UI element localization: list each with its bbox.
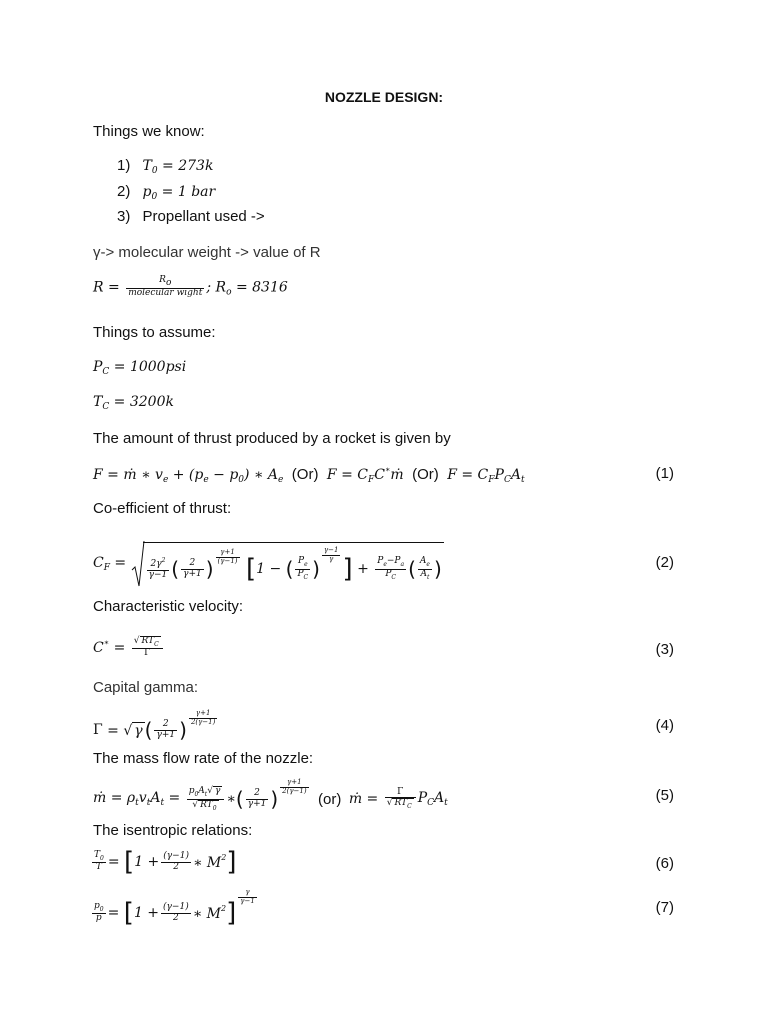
- cstar-heading: Characteristic velocity:: [93, 598, 244, 615]
- mdot-heading: The mass flow rate of the nozzle:: [93, 750, 314, 767]
- equation-number: (1): [655, 465, 674, 482]
- equation-number: (3): [655, 641, 674, 658]
- list-item: 2) $p_0 = 1$ bar: [117, 183, 216, 202]
- cf-equation: $C_F$ = $\frac{2\gamma^2}{\gamma-1}$ ( $\frac{2}{\gamma+1}$ ) $^{\frac{\gamma+1}{(\gamma-1)}}$ [1 − ( $\frac{P_e}{P_C}$ ) $\frac{\gamma-1}{\gamma}$ ] + $\frac{P_e-P_a}{P_C}$ ( $\frac{A_e}{A_t}$ ): [93, 540, 444, 588]
- thrust-equation: F = ṁ ∗ $v_e + (p_e - p_0)$ ∗ $A_e$ (Or) $F = C_FC^∗ṁ$ (Or) $F = C_FP_CA_t$: [93, 465, 525, 485]
- equation-number: (4): [655, 717, 674, 734]
- list-item: 1) $T_0 = 273k$: [117, 157, 214, 176]
- cstar-equation: C∗ = $\frac{√ RT_C}{\Gamma}$: [93, 636, 165, 659]
- isentropic-temperature-equation: $\frac{T_0}{T}$ = [1 + $\frac{(\gamma-1)}{2}$ ∗ $M^2$]: [94, 847, 237, 877]
- gamma-heading: Capital gamma:: [93, 679, 199, 696]
- tc-equation: $T_C = 3200k$: [93, 394, 174, 412]
- isentropic-heading: The isentropic relations:: [93, 822, 253, 839]
- equation-number: (2): [655, 554, 674, 571]
- equation-number: (6): [655, 855, 674, 872]
- cf-heading: Co-efficient of thrust:: [93, 500, 232, 517]
- equation-number: (7): [655, 899, 674, 916]
- page-title: NOZZLE DESIGN:: [324, 89, 444, 105]
- list-item: 3) Propellant used ->: [117, 208, 265, 225]
- r-equation: R = $\frac{R_o}{\text{molecular wight}}$ ; $R_o = 8316$: [93, 275, 288, 299]
- mass-flow-equation: ṁ = $\rho_tv_tA_t$ = $\frac{p_0A_t√ \gamma}{√ RT_0}$ ∗( $\frac{2}{\gamma+1}$ ) $\frac{\gamma+1}{2(\gamma-1)}$ (or) ṁ = $\frac{\Gamma}{√ RT_C}$ $P_CA_t$: [93, 778, 448, 812]
- gamma-line: γ-> molecular weight -> value of R: [93, 244, 321, 261]
- isentropic-pressure-equation: $\frac{p_0}{p}$ = [1 + $\frac{(\gamma-1)}{2}$ ∗ $M^2$] $\frac{\gamma}{\gamma-1}$: [94, 888, 255, 928]
- equation-number: (5): [655, 787, 674, 804]
- assume-heading: Things to assume:: [93, 324, 216, 341]
- thrust-text: The amount of thrust produced by a rocket is given by: [93, 430, 451, 447]
- capital-gamma-equation: Γ = √ γ ( $\frac{2}{\gamma+1}$ ) $\frac{\gamma+1}{2(\gamma-1)}$: [93, 709, 216, 742]
- known-heading: Things we know:: [93, 123, 205, 140]
- pc-equation: $P_C = 1000psi$: [93, 359, 187, 377]
